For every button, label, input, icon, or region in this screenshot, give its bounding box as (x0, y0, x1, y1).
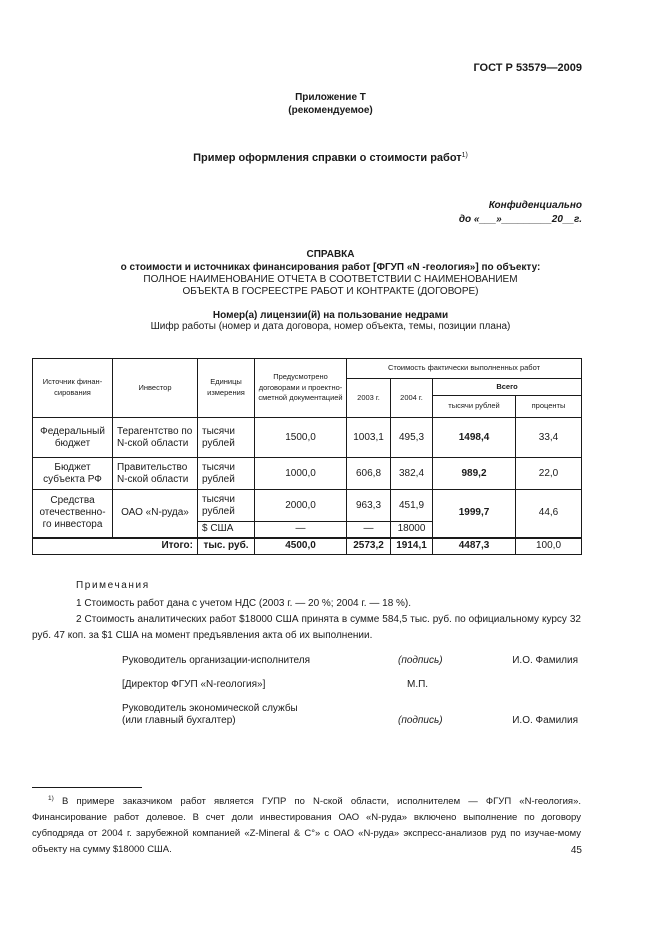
cell-source: Федеральный бюджет (33, 418, 113, 458)
cell-2004: 495,3 (391, 418, 433, 458)
cell-2003: 1003,1 (347, 418, 391, 458)
certificate-title: СПРАВКА (306, 249, 355, 260)
certificate-subtitle: о стоимости и источниках финансирования работ [ФГУП «N -геология»] по объекту: (120, 262, 541, 273)
signature-econ-line-1: Руководитель экономической службы (122, 703, 298, 714)
note-2: 2 Стоимость аналитических работ $18000 США принята в сумме 584,5 тыс. руб. по официальному курсу 32 руб. 47 коп. за $1 США на момент предъявления акта об их выполнении. (32, 614, 581, 641)
signature-name-2: И.О. Фамилия (512, 715, 578, 726)
cell-planned: 1500,0 (255, 418, 347, 458)
certificate-object-name-1: ПОЛНОЕ НАИМЕНОВАНИЕ ОТЧЕТА В СООТВЕТСТВИИ С НАИМЕНОВАНИЕМ (143, 274, 518, 285)
cost-table (32, 358, 582, 555)
standard-number: ГОСТ Р 53579—2009 (473, 62, 582, 74)
confidential-label: Конфиденциально (488, 200, 582, 211)
cell-percent: 22,0 (516, 458, 582, 490)
cell-percent: 44,6 (516, 490, 582, 538)
cell-2003: 963,3 (347, 490, 391, 522)
signature-director-label: [Директор ФГУП «N-геология»] (122, 679, 266, 690)
cell-units: тысячи рублей (198, 490, 255, 522)
header-actual: Стоимость фактически выполненных работ (347, 359, 582, 379)
cell-2004: 451,9 (391, 490, 433, 522)
total-percent: 100,0 (516, 538, 582, 555)
example-title-text: Пример оформления справки о стоимости работ (193, 152, 462, 164)
total-2004: 1914,1 (391, 538, 433, 555)
cell-units: тысячи рублей (198, 458, 255, 490)
header-2004: 2004 г. (391, 379, 433, 418)
cell-units: тысячи рублей (198, 418, 255, 458)
signature-placeholder-2: (подпись) (398, 715, 443, 726)
cell-source: Средства отечественно-го инвестора (33, 490, 113, 538)
appendix-title: Приложение Т (295, 92, 366, 103)
table-header-row (33, 359, 582, 379)
cell-total: 989,2 (433, 458, 516, 490)
table-row (33, 490, 582, 522)
cell-2004: 382,4 (391, 458, 433, 490)
cell-planned-usd: — (255, 522, 347, 538)
header-total: Всего (433, 379, 582, 396)
cell-source: Бюджет субъекта РФ (33, 458, 113, 490)
signature-head-label: Руководитель организации-исполнителя (122, 655, 311, 666)
cell-planned: 1000,0 (255, 458, 347, 490)
cell-planned: 2000,0 (255, 490, 347, 522)
cell-2003-usd: — (347, 522, 391, 538)
footnote (32, 791, 581, 858)
cell-2003: 606,8 (347, 458, 391, 490)
cell-percent: 33,4 (516, 418, 582, 458)
cell-units-usd: $ США (198, 522, 255, 538)
signature-econ-line-2: (или главный бухгалтер) (122, 715, 236, 726)
signature-econ-label (122, 703, 298, 727)
certificate-object-name-2: ОБЪЕКТА В ГОСРЕЕСТРЕ РАБОТ И КОНТРАКТЕ (ДОГОВОРЕ) (182, 286, 479, 297)
table-total-row (33, 538, 582, 555)
header-planned: Предусмотрено договорами и проектно-сметной документацией (255, 359, 347, 418)
header-thousand-rub: тысячи рублей (433, 396, 516, 418)
total-units: тыс. руб. (198, 538, 255, 555)
cell-total: 1999,7 (433, 490, 516, 538)
total-planned: 4500,0 (255, 538, 347, 555)
total-label: Итого: (33, 538, 198, 555)
table-row (33, 458, 582, 490)
appendix-status: (рекомендуемое) (288, 105, 373, 116)
header-percent: проценты (516, 396, 582, 418)
confidential-date: до «___»_________20__г. (458, 214, 582, 225)
stamp-mark: М.П. (407, 679, 429, 690)
signature-name-1: И.О. Фамилия (512, 655, 578, 666)
signature-placeholder-1: (подпись) (398, 655, 443, 666)
header-investor: Инвестор (113, 359, 198, 418)
header-2003: 2003 г. (347, 379, 391, 418)
footnote-text: В примере заказчиком работ является ГУПР по N-ской области, исполнителем — ФГУП «N-геология». Финансирование работ долевое. В счет доли инвестирования ОАО «N-руда» включено выполнение по договору субподряда от 2004 г. зарубежной компанией «Z-Mineral & C°» с ОАО «N-руда» экспресс-анализов руд по изучае-мому объекту на сумму $18000 США. (32, 796, 582, 855)
note-1: 1 Стоимость работ дана с учетом НДС (2003 г. — 20 %; 2004 г. — 18 %). (76, 598, 412, 609)
cell-investor: Терагентство по N-ской области (113, 418, 198, 458)
total-sum: 4487,3 (433, 538, 516, 555)
cell-investor: Правительство N-ской области (113, 458, 198, 490)
table-row (33, 418, 582, 458)
cell-2004-usd: 18000 (391, 522, 433, 538)
header-source: Источник финан-сирования (33, 359, 113, 418)
cell-investor: ОАО «N-руда» (113, 490, 198, 538)
total-2003: 2573,2 (347, 538, 391, 555)
cipher-line: Шифр работы (номер и дата договора, номер объекта, темы, позиции плана) (150, 321, 511, 332)
header-units: Единицы измерения (198, 359, 255, 418)
footnote-ref: 1) (461, 152, 468, 159)
example-title (0, 152, 661, 164)
license-line: Номер(а) лицензии(й) на пользование недрами (212, 310, 449, 321)
notes-title: Примечания (76, 580, 150, 591)
page-number: 45 (570, 845, 582, 856)
footnote-divider (32, 787, 142, 788)
footnote-mark: 1) (48, 795, 54, 802)
cell-total: 1498,4 (433, 418, 516, 458)
